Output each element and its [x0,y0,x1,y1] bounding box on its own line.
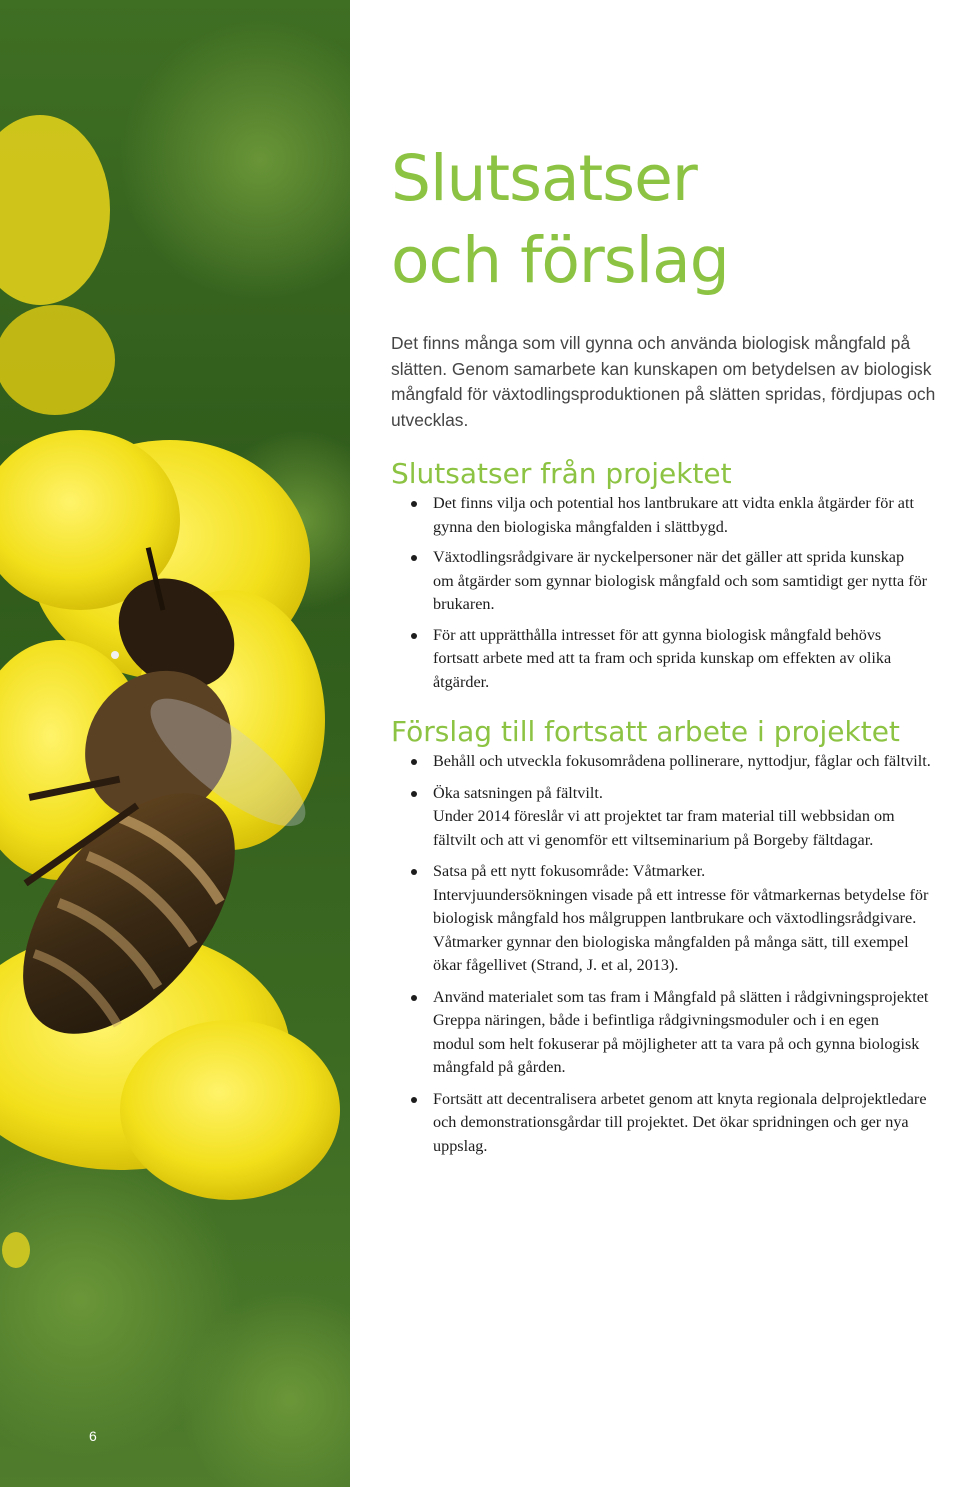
conclusions-list [391,492,960,694]
bullet-dot [411,501,417,507]
list-item-line: Under 2014 föreslår vi att projektet tar fram material till webbsidan om [433,807,895,825]
bullet-dot [411,995,417,1001]
list-item-line: fältvilt och att vi genomför ett viltseminarium på Borgeby fältdagar. [433,830,874,849]
list-item-line: uppslag. [433,1136,488,1155]
intro-paragraph: Det finns många som vill gynna och använda biologisk mångfald på slätten. Genom samarbete kan kunskapen om betydelsen av biologisk mångfald för växtodlingsproduktionen på slätten spridas, fördjupas och utvecklas. [391,333,936,430]
list-item-line: mångfald på gården. [433,1058,566,1076]
bullet-dot [411,633,417,639]
bullet-dot [411,791,417,797]
page-title [391,138,960,302]
list-item-line: åtgärder. [433,672,490,691]
list-item [391,492,960,539]
list-item-line: För att upprätthålla intresset för att gynna biologisk mångfald behövs [433,625,882,644]
list-item [391,860,960,978]
bullet-dot [411,555,417,561]
list-item-line: modul som helt fokuserar på möjligheter att ta vara på och gynna biologisk [433,1034,920,1053]
list-item-line: Intervjuundersökningen visade på ett intresse för våtmarkernas betydelse för [433,885,929,904]
content-column [391,138,960,1166]
list-item-line: Öka satsningen på fältvilt. [433,783,603,802]
list-item-line: ökar fågellivet (Strand, J. et al, 2013). [433,956,679,974]
list-item-line: brukaren. [433,595,495,613]
bee-flower-photo [0,0,350,1487]
list-item-line: Växtodlingsrådgivare är nyckelpersoner när det gäller att sprida kunskap [433,548,905,566]
page-number: 6 [89,1428,97,1444]
list-item-line: biologisk mångfald hos målgruppen lantbrukare och växtodlingsrådgivare. [433,909,917,927]
conclusions-heading: Slutsatser från projektet [391,457,732,490]
list-item [391,1088,960,1159]
list-item-line: Behåll och utveckla fokusområdena pollinerare, nyttodjur, fåglar och fältvilt. [433,752,931,770]
list-item [391,782,960,853]
list-item-line: Det finns vilja och potential hos lantbrukare att vidta enkla åtgärder för att [433,494,914,512]
list-item-line: gynna den biologiska mångfalden i slättbygd. [433,517,728,536]
list-item-line: Greppa näringen, både i befintliga rådgivningsmoduler och i en egen [433,1011,879,1029]
list-item-line: Satsa på ett nytt fokusområde: Våtmarker. [433,862,706,880]
list-item [391,624,960,695]
list-item [391,546,960,617]
proposals-list [391,750,960,1158]
list-item-line: fortsatt arbete med att ta fram och sprida kunskap om effekten av olika [433,649,892,667]
list-item [391,750,960,774]
list-item-line: Fortsätt att decentralisera arbetet genom att knyta regionala delprojektledare [433,1089,927,1108]
page-title-line-2: och förslag [391,224,729,297]
bullet-dot [411,759,417,765]
bullet-dot [411,869,417,875]
list-item-line: Använd materialet som tas fram i Mångfald på slätten i rådgivningsprojektet [433,987,929,1006]
page-title-line-1: Slutsatser [391,142,697,215]
list-item-line: och demonstrationsgårdar till projektet. Det ökar spridningen och ger nya [433,1113,909,1131]
list-item-line: om åtgärder som gynnar biologisk mångfald och som samtidigt ger nytta för [433,571,928,590]
list-item [391,986,960,1080]
bullet-dot [411,1097,417,1103]
proposals-heading: Förslag till fortsatt arbete i projektet [391,715,900,748]
list-item-line: Våtmarker gynnar den biologiska mångfalden på många sätt, till exempel [433,932,909,951]
